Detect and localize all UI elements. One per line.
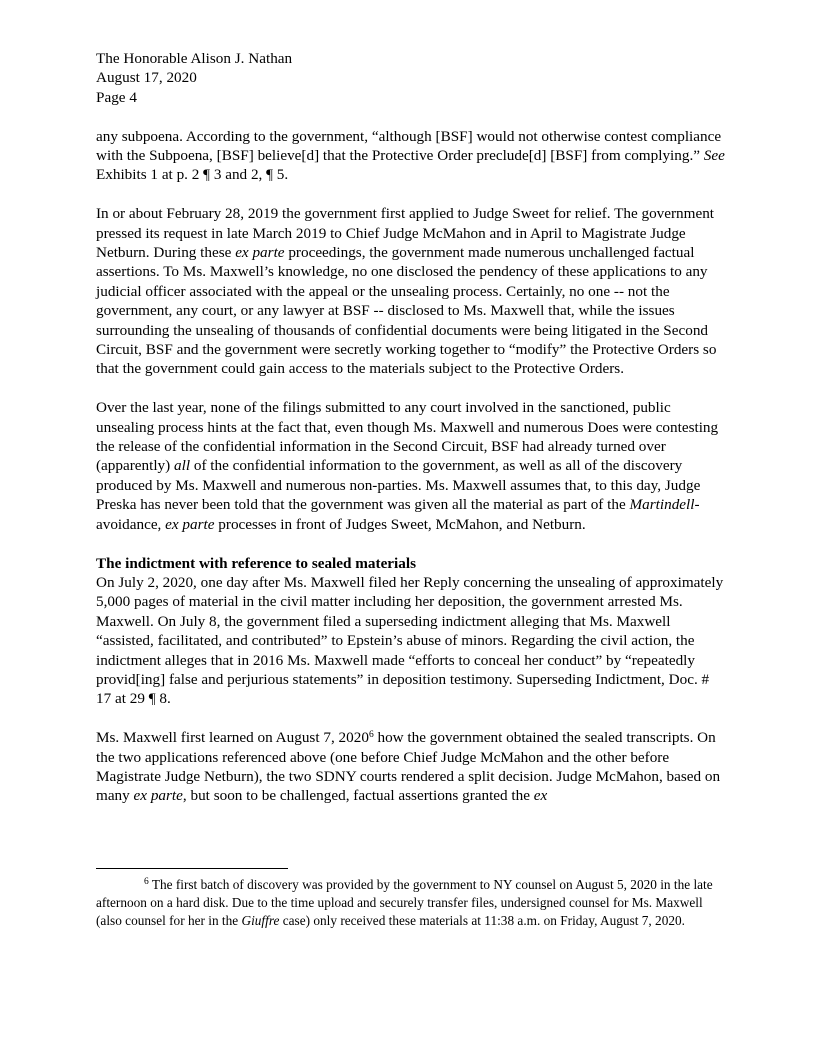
paragraph-indictment: On July 2, 2020, one day after Ms. Maxwell filed her Reply concerning the unsealing of approximately 5,000 pages of material in the civil matter including her deposition, the government arrested Ms. Maxwell. On July 8, the government filed a superseding indictment alleging that Ms. Maxwell “assisted, facilitated, and contributed” to Epstein’s abuse of minors. Regarding the civil action, the indictment alleges that in 2016 Ms. Maxwell made “efforts to conceal her conduct” by “repeatedly provid[ing] false and perjurious statements” in deposition testimony. Superseding Indictment, Doc. # 17 at 29 ¶ 8.	[96, 573, 724, 708]
footnote-number: 6	[144, 877, 149, 887]
section-heading: The indictment with reference to sealed materials	[96, 554, 416, 572]
paragraph-subpoena: any subpoena. According to the government, “although [BSF] would not otherwise contest compliance with the Subpoena, [BSF] believe[d] that the Protective Order preclude[d] [BSF] from complying.” See Exhibits 1 at p. 2 ¶ 3 and 2, ¶ 5.	[96, 127, 725, 184]
letter-header	[96, 49, 726, 107]
letter-body	[96, 49, 726, 825]
footnote-divider	[96, 868, 288, 869]
addressee: The Honorable Alison J. Nathan	[96, 50, 293, 67]
paragraph-applications: In or about February 28, 2019 the government first applied to Judge Sweet for relief. The government pressed its request in late March 2019 to Chief Judge McMahon and in April to Magistrate Judge Netburn. During these ex parte proceedings, the government made numerous unchallenged factual assertions. To Ms. Maxwell’s knowledge, no one disclosed the pendency of these applications to any judicial officer associated with the appeal or the unsealing process. Certainly, no one -- not the government, any court, or any lawyer at BSF -- disclosed to Ms. Maxwell that, while the issues surrounding the unsealing of thousands of confidential documents were being litigated in the Second Circuit, BSF and the government were secretly working together to “modify” the Protective Orders so that the government could gain access to the materials subject to the Protective Orders.	[96, 205, 717, 378]
paragraph-filings: Over the last year, none of the filings submitted to any court involved in the sanctioned, public unsealing process hints at the fact that, even though Ms. Maxwell and numerous Does were contesting the release of the confidential information in the Second Circuit, BSF had already turned over (apparently) all of the confidential information to the government, as well as all of the discovery produced by Ms. Maxwell and numerous non-parties. Ms. Maxwell assumes that, to this day, Judge Preska has never been told that the government was given all the material as part of the Martindell-avoidance, ex parte processes in front of Judges Sweet, McMahon, and Netburn.	[96, 399, 719, 533]
letter-date: August 17, 2020	[96, 69, 197, 87]
footnote: $^6$ The first batch of discovery was provided by the government to NY counsel on August 5, 2020 in the late afternoon on a hard disk. Due to the time upload and securely transfer files, undersigned counsel for Ms. Maxwell (also counsel for her in the Giuffre case) only received these materials at 11:38 a.m. on Friday, August 7, 2020.	[96, 877, 713, 928]
paragraph-transcripts: Ms. Maxwell first learned on August 7, 2020$^6$ how the government obtained the sealed transcripts. On the two applications referenced above (one before Chief Judge McMahon and the other before Magistrate Judge Netburn), the two SDNY courts rendered a split decision. Judge McMahon, based on many ex parte, but soon to be challenged, factual assertions granted the ex	[96, 729, 721, 805]
footnote-reference: 6	[368, 730, 374, 741]
page-number: Page 4	[96, 88, 137, 106]
